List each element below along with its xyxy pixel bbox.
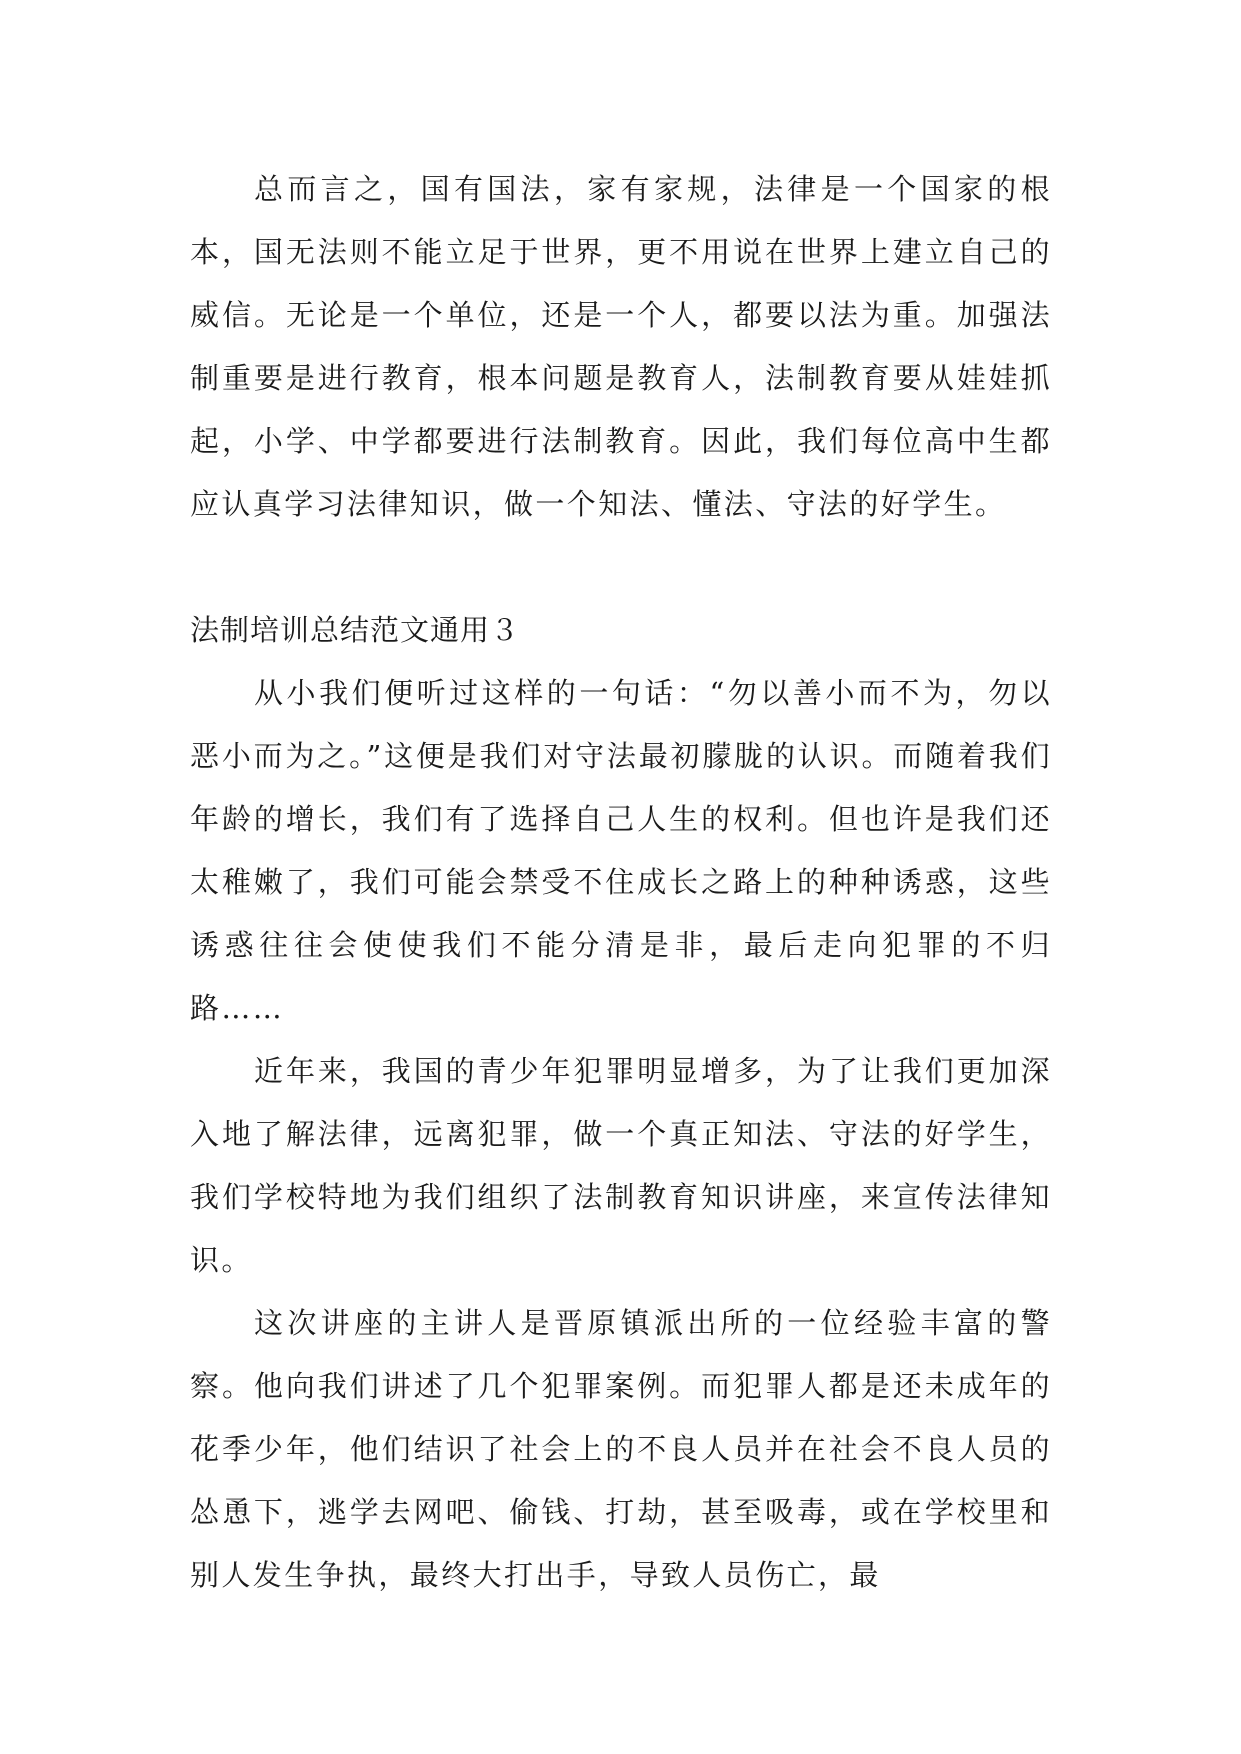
paragraph-conclusion: 总而言之，国有国法，家有家规，法律是一个国家的根本，国无法则不能立足于世界，更不用说在世界上建立自己的威信。无论是一个单位，还是一个人，都要以法为重。加强法制重要是进行教育，根本问题是教育人，法制教育要从娃娃抓起，小学、中学都要进行法制教育。因此，我们每位高中生都应认真学习法律知识，做一个知法、懂法、守法的好学生。 <box>190 172 1052 521</box>
section-heading: 法制培训总结范文通用３ <box>190 613 521 647</box>
paragraph-intro: 从小我们便听过这样的一句话：“勿以善小而不为，勿以恶小而为之。”这便是我们对守法最初朦胧的认识。而随着我们年龄的增长，我们有了选择自己人生的权利。但也许是我们还太稚嫩了，我们可能会禁受不住成长之路上的种种诱惑，这些诱惑往往会使使我们不能分清是非，最后走向犯罪的不归路…… <box>190 676 1052 1025</box>
paragraph-lecture: 近年来，我国的青少年犯罪明显增多，为了让我们更加深入地了解法律，远离犯罪，做一个真正知法、守法的好学生，我们学校特地为我们组织了法制教育知识讲座，来宣传法律知识。 <box>190 1054 1052 1277</box>
paragraph-speaker: 这次讲座的主讲人是晋原镇派出所的一位经验丰富的警察。他向我们讲述了几个犯罪案例。而犯罪人都是还未成年的花季少年，他们结识了社会上的不良人员并在社会不良人员的怂恿下，逃学去网吧、偷钱、打劫，甚至吸毒，或在学校里和别人发生争执，最终大打出手，导致人员伤亡，最 <box>190 1306 1052 1592</box>
document-body <box>190 158 1052 1607</box>
